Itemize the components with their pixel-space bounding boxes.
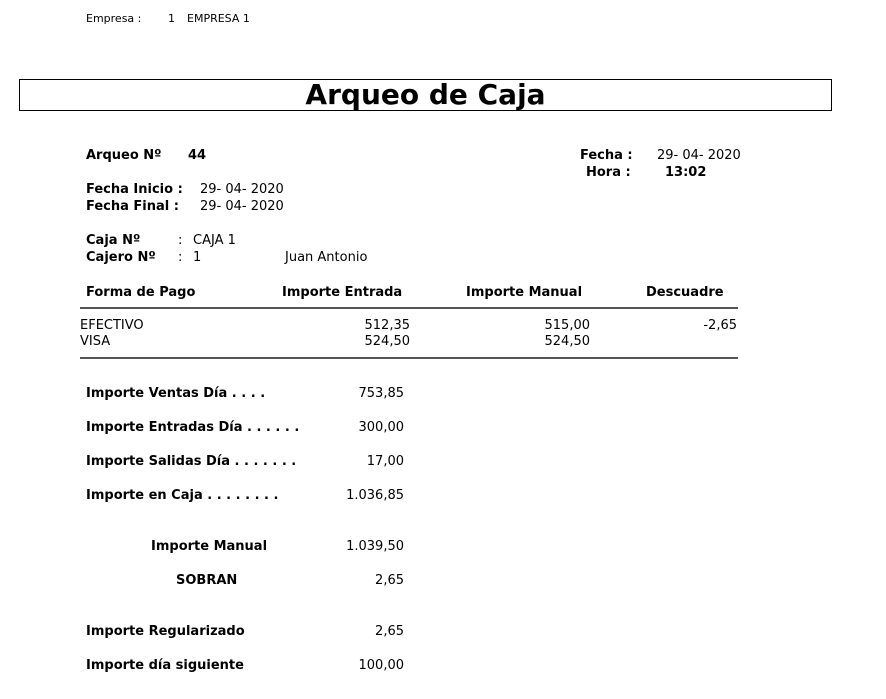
arqueo-number: 44 <box>188 148 207 163</box>
salidas-dia-label: Importe Salidas Día . . . . . . . <box>86 454 297 469</box>
caja-label: Caja Nº <box>86 233 141 248</box>
table-footer-rule <box>80 357 738 359</box>
company-label: Empresa : <box>86 12 142 25</box>
cell-forma-pago: EFECTIVO <box>80 318 144 333</box>
importe-regularizado-value: 2,65 <box>375 624 404 639</box>
cell-importe-entrada: 524,50 <box>364 334 410 349</box>
ventas-dia-label: Importe Ventas Día . . . . <box>86 386 266 401</box>
importe-caja-value: 1.036,85 <box>346 488 404 503</box>
cell-importe-manual: 515,00 <box>544 318 590 333</box>
cell-descuadre: -2,65 <box>703 318 737 333</box>
sobran-value: 2,65 <box>375 573 404 588</box>
fecha-final-value: 29- 04- 2020 <box>200 199 284 214</box>
report-title: Arqueo de Caja <box>305 78 546 111</box>
fecha-value: 29- 04- 2020 <box>657 148 741 163</box>
col-header-importe-manual: Importe Manual <box>466 285 583 300</box>
importe-caja-label: Importe en Caja . . . . . . . . <box>86 488 279 503</box>
importe-dia-siguiente-value: 100,00 <box>358 658 404 673</box>
importe-manual-label: Importe Manual <box>151 539 268 554</box>
salidas-dia-value: 17,00 <box>366 454 404 469</box>
importe-regularizado-label: Importe Regularizado <box>86 624 245 639</box>
company-number: 1 <box>168 12 175 25</box>
cajero-number: 1 <box>193 250 202 265</box>
importe-dia-siguiente-label: Importe día siguiente <box>86 658 244 673</box>
cajero-label: Cajero Nº <box>86 250 156 265</box>
fecha-inicio-value: 29- 04- 2020 <box>200 182 284 197</box>
arqueo-label: Arqueo Nº <box>86 148 162 163</box>
cell-importe-manual: 524,50 <box>544 334 590 349</box>
col-header-forma-pago: Forma de Pago <box>86 285 196 300</box>
caja-value: CAJA 1 <box>193 233 236 248</box>
company-name: EMPRESA 1 <box>187 12 250 25</box>
hora-label: Hora : <box>586 165 631 180</box>
cajero-name: Juan Antonio <box>285 250 368 265</box>
cell-forma-pago: VISA <box>80 334 111 349</box>
col-header-importe-entrada: Importe Entrada <box>282 285 403 300</box>
title-box <box>19 79 832 111</box>
cajero-separator: : <box>178 250 183 265</box>
importe-manual-value: 1.039,50 <box>346 539 404 554</box>
cell-importe-entrada: 512,35 <box>364 318 410 333</box>
fecha-inicio-label: Fecha Inicio : <box>86 182 183 197</box>
fecha-final-label: Fecha Final : <box>86 199 179 214</box>
fecha-label: Fecha : <box>580 148 633 163</box>
hora-value: 13:02 <box>665 165 707 180</box>
ventas-dia-value: 753,85 <box>358 386 404 401</box>
sobran-label: SOBRAN <box>176 573 238 588</box>
entradas-dia-label: Importe Entradas Día . . . . . . <box>86 420 300 435</box>
table-header-rule <box>80 307 738 309</box>
col-header-descuadre: Descuadre <box>646 285 724 300</box>
caja-separator: : <box>178 233 183 248</box>
entradas-dia-value: 300,00 <box>358 420 404 435</box>
